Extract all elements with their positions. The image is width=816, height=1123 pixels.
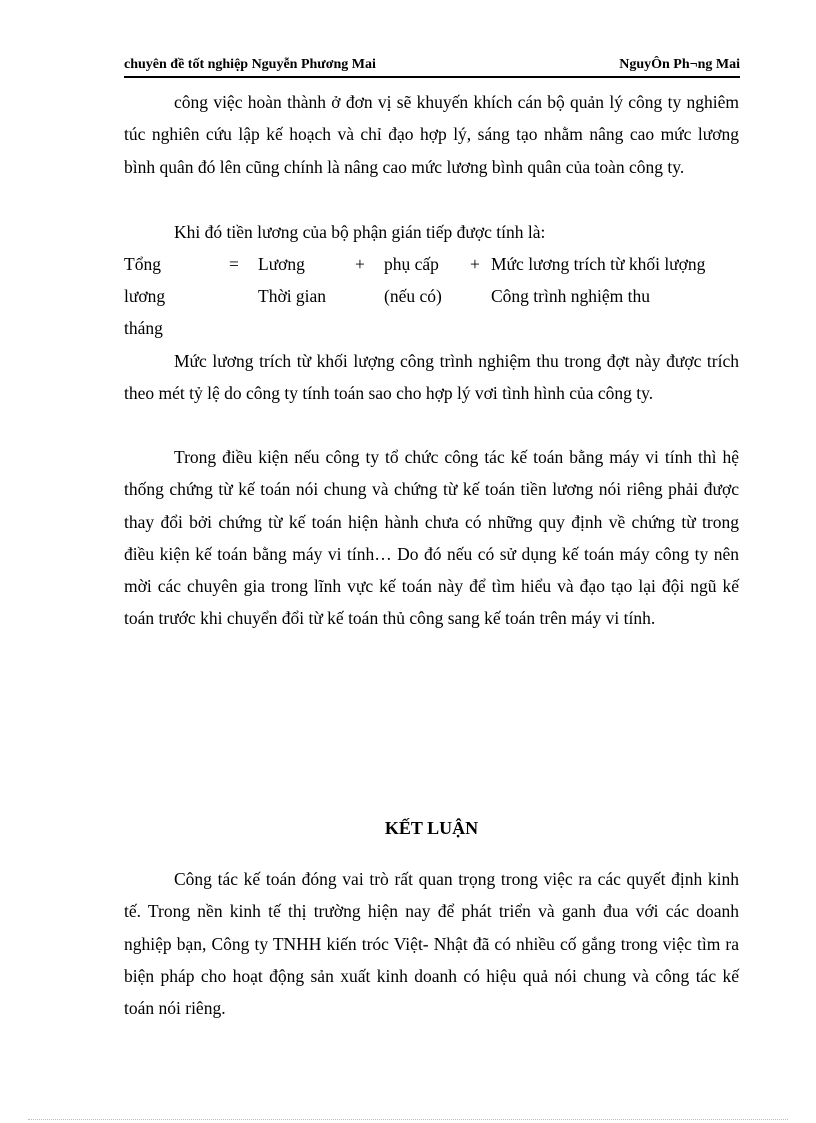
header-author: NguyÔn Ph¬ng Mai	[619, 57, 740, 72]
formula-equals: =	[229, 254, 239, 274]
formula-term1-line1: Lương	[258, 254, 305, 274]
formula-plus-2: +	[470, 254, 480, 274]
paragraph-computerized-accounting: Trong điều kiện nếu công ty tổ chức công tác kế toán bằng máy vi tính thì hệ thống chứng từ kế toán nói chung và chứng từ kế toán tiền lương nói riêng phải được thay đổi bởi chứng từ kế toán hiện hành chưa có những quy định về chứng từ trong điều kiện kế toán bằng máy vi tính… Do đó nếu có sử dụng kế toán máy công ty nên mời các chuyên gia trong lĩnh vực kế toán này để tìm hiểu và đạo tạo lại đội ngũ kế toán trước khi chuyển đổi từ kế toán thủ công sang kế toán trên máy vi tính.	[124, 447, 739, 629]
formula-term2-line1: phụ cấp	[384, 254, 439, 274]
formula-term3-line2: Công trình nghiệm thu	[491, 286, 650, 306]
page-bottom-divider	[28, 1119, 788, 1120]
formula-lhs-line3: tháng	[124, 318, 163, 338]
paragraph-intro-continued: công việc hoàn thành ở đơn vị sẽ khuyến khích cán bộ quản lý công ty nghiêm túc nghiên cứu lập kế hoạch và chỉ đạo hợp lý, sáng tạo nhằm nâng cao mức lương bình quân đó lên cũng chính là nâng cao mức lương bình quân của toàn công ty.	[124, 92, 739, 177]
formula-lhs-line1: Tổng	[124, 254, 161, 274]
header-left-title: chuyên đề tốt nghiệp Nguyễn Phương Mai	[124, 57, 376, 72]
page-header	[124, 56, 740, 78]
formula-plus-1: +	[355, 254, 365, 274]
paragraph-rate-description: Mức lương trích từ khối lượng công trình nghiệm thu trong đợt này được trích theo mét tỷ lệ do công ty tính toán sao cho hợp lý vơi tình hình của công ty.	[124, 351, 739, 404]
formula-term3-line1: Mức lương trích từ khối lượng	[491, 254, 706, 274]
paragraph-formula-intro: Khi đó tiền lương của bộ phận gián tiếp được tính là:	[174, 222, 546, 242]
formula-lhs-line2: lương	[124, 286, 166, 306]
formula-term2-line2: (nếu có)	[384, 286, 442, 306]
formula-term1-line2: Thời gian	[258, 286, 327, 306]
salary-formula	[124, 248, 739, 344]
paragraph-conclusion: Công tác kế toán đóng vai trò rất quan trọng trong việc ra các quyết định kinh tế. Trong nền kinh tế thị trường hiện nay để phát triển và ganh đua với các doanh nghiệp bạn, Công ty TNHH kiến tróc Việt- Nhật đã có nhiều cố gắng trong việc tìm ra biện pháp cho hoạt động sản xuất kinh doanh có hiệu quả nói chung và công tác kế toán nói riêng.	[124, 869, 739, 1019]
conclusion-heading: KẾT LUẬN	[384, 818, 479, 838]
